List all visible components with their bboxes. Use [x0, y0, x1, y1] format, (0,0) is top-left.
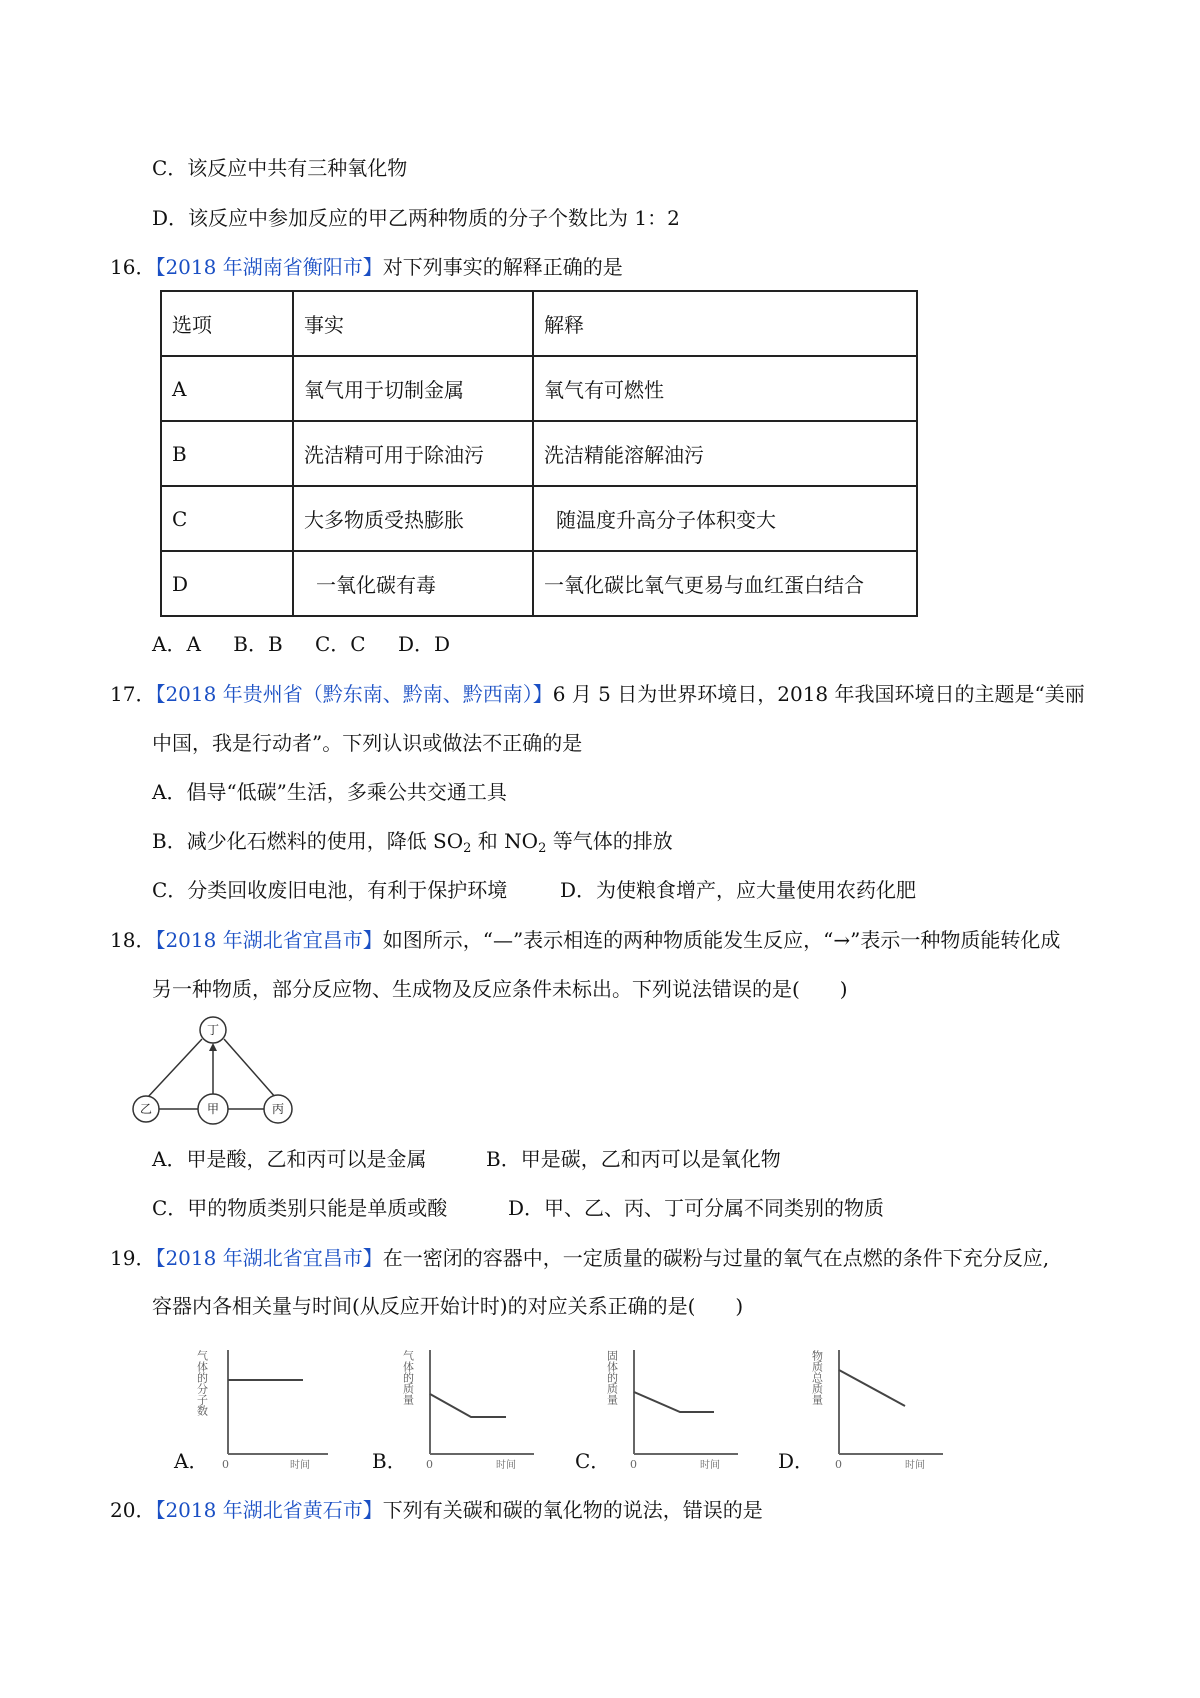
q17-option-b-post: 等气体的排放: [546, 829, 673, 853]
cell-option: B: [161, 421, 293, 486]
q18-option-c: C．甲的物质类别只能是单质或酸: [152, 1196, 448, 1220]
graph-d-curve: [839, 1370, 905, 1406]
cell-fact: 大多物质受热膨胀: [293, 486, 533, 551]
q16-table: [160, 290, 918, 617]
graph-b-origin: 0: [426, 1458, 433, 1471]
q15-option-c: C．该反应中共有三种氧化物: [152, 156, 408, 180]
q18-option-d: D．甲、乙、丙、丁可分属不同类别的物质: [508, 1196, 885, 1220]
graph-a-xlabel: 时间: [290, 1460, 310, 1471]
table-row: [161, 356, 917, 421]
cell-option: D: [161, 551, 293, 616]
table-header-row: [161, 291, 917, 356]
header-option: 选项: [161, 291, 293, 356]
q17-option-a: A．倡导“低碳”生活，多乘公共交通工具: [152, 780, 507, 804]
q19-stem-line2: 容器内各相关量与时间(从反应开始计时)的对应关系正确的是( ): [152, 1294, 744, 1318]
graph-b-ylabel: 气体的质量: [401, 1350, 415, 1405]
graph-c-origin: 0: [630, 1458, 637, 1471]
cell-explanation: 随温度升高分子体积变大: [533, 486, 917, 551]
graph-d-label: D．: [778, 1449, 815, 1473]
q16-stem: 对下列事实的解释正确的是: [382, 255, 623, 279]
graph-b-xlabel: 时间: [496, 1460, 516, 1471]
q20-source: 【2018 年湖北省黄石市】: [155, 1498, 383, 1522]
q20-heading: [110, 1496, 763, 1524]
cell-fact: 洗洁精可用于除油污: [293, 421, 533, 486]
q18-option-b: B．甲是碳，乙和丙可以是氧化物: [486, 1147, 781, 1171]
q17-stem-line2: 中国，我是行动者”。下列认识或做法不正确的是: [152, 731, 583, 755]
link-ding-yi: [147, 1039, 202, 1098]
graph-d-origin: 0: [835, 1458, 842, 1471]
node-ding-label: 丁: [206, 1023, 220, 1037]
node-yi-label: 乙: [139, 1102, 153, 1116]
q20-stem: 下列有关碳和碳的氧化物的说法，错误的是: [382, 1498, 763, 1522]
q17-option-c: C．分类回收废旧电池，有利于保护环境: [152, 878, 508, 902]
q19-number: 19．: [110, 1246, 156, 1270]
table-row: [161, 486, 917, 551]
q17-option-b-mid: 和 NO: [471, 829, 539, 853]
node-bing-label: 丙: [271, 1102, 285, 1116]
q18-source: 【2018 年湖北省宜昌市】: [155, 928, 383, 952]
q17-source: 【2018 年贵州省（黔东南、黔南、黔西南）】: [155, 682, 553, 706]
graph-b-label: B．: [372, 1449, 407, 1473]
q17-stem-line1: 6 月 5 日为世界环境日，2018 年我国环境日的主题是“美丽: [552, 682, 1085, 706]
graph-d-xlabel: 时间: [905, 1460, 925, 1471]
q18-reaction-diagram: [128, 1018, 298, 1128]
q17-heading: [110, 680, 1085, 708]
cell-fact: 一氧化碳有毒: [293, 551, 533, 616]
header-explanation: 解释: [533, 291, 917, 356]
graph-b: [401, 1342, 538, 1472]
q17-option-b: [152, 827, 673, 863]
graph-a-ylabel: 气体的分子数: [195, 1350, 209, 1416]
graph-c-label: C．: [575, 1449, 611, 1473]
q18-stem-line1: 如图所示，“—”表示相连的两种物质能发生反应，“→”表示一种物质能转化成: [382, 928, 1061, 952]
graph-c-xlabel: 时间: [700, 1460, 720, 1471]
q19-source: 【2018 年湖北省宜昌市】: [155, 1246, 383, 1270]
graph-a-label: A．: [174, 1449, 209, 1473]
q15-option-d: D．该反应中参加反应的甲乙两种物质的分子个数比为 1：2: [152, 206, 680, 230]
q16-answers: A．A B．B C．C D．D: [152, 632, 451, 656]
cell-option: C: [161, 486, 293, 551]
no2-subscript: 2: [538, 841, 547, 856]
q17-option-b-pre: B．减少化石燃料的使用，降低 SO: [152, 829, 464, 853]
cell-explanation: 氧气有可燃性: [533, 356, 917, 421]
q16-source: 【2018 年湖南省衡阳市】: [155, 255, 383, 279]
graph-a-origin: 0: [222, 1458, 229, 1471]
q19-stem-line1: 在一密闭的容器中，一定质量的碳粉与过量的氧气在点燃的条件下充分反应,: [382, 1246, 1050, 1270]
arrow-head-icon: [209, 1043, 217, 1051]
q18-stem-line2: 另一种物质，部分反应物、生成物及反应条件未标出。下列说法错误的是( ): [152, 977, 848, 1001]
q18-number: 18．: [110, 928, 156, 952]
graph-c: [605, 1342, 742, 1472]
graph-c-curve: [634, 1392, 714, 1412]
q18-heading: [110, 926, 1060, 954]
graph-a: [195, 1342, 332, 1472]
cell-fact: 氧气用于切制金属: [293, 356, 533, 421]
q16-heading: [110, 253, 623, 281]
graph-d: [810, 1342, 947, 1472]
cell-option: A: [161, 356, 293, 421]
cell-explanation: 洗洁精能溶解油污: [533, 421, 917, 486]
graph-d-ylabel: 物质总质量: [810, 1350, 824, 1405]
q18-option-a: A．甲是酸，乙和丙可以是金属: [152, 1147, 427, 1171]
node-jia-label: 甲: [206, 1102, 220, 1116]
table-row: [161, 421, 917, 486]
header-fact: 事实: [293, 291, 533, 356]
q20-number: 20．: [110, 1498, 156, 1522]
q19-heading: [110, 1244, 1049, 1272]
so2-subscript: 2: [463, 841, 472, 856]
q17-option-d: D．为使粮食增产，应大量使用农药化肥: [560, 878, 917, 902]
graph-c-ylabel: 固体的质量: [605, 1350, 619, 1405]
table-row: [161, 551, 917, 616]
q17-number: 17．: [110, 682, 156, 706]
graph-b-curve: [430, 1394, 506, 1417]
link-ding-bing: [224, 1039, 276, 1098]
cell-explanation: 一氧化碳比氧气更易与血红蛋白结合: [533, 551, 917, 616]
q16-number: 16．: [110, 255, 156, 279]
